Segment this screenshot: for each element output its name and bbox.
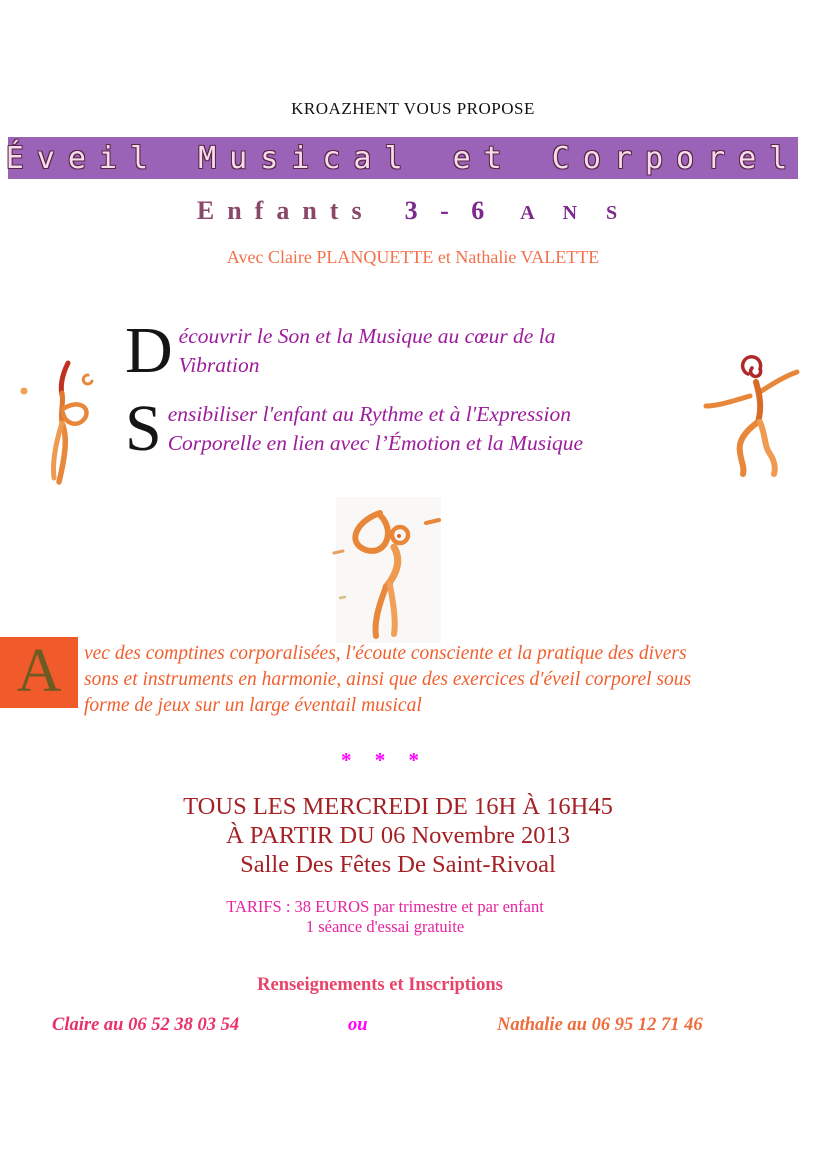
dancer-figure-right [700,350,800,480]
instructors-line: Avec Claire PLANQUETTE et Nathalie VALETTE [226,247,600,267]
paragraph-line: Vibration [178,353,260,377]
paragraph-line: ensibiliser l'enfant au Rythme et à l'Expression [167,402,572,426]
paint-wash-background [336,497,441,643]
dropcap-s: S [125,392,162,465]
tarifs-trial-line: 1 séance d'essai gratuite [305,916,465,936]
schedule-date-line: À PARTIR DU 06 Novembre 2013 [225,822,571,849]
subtitle-ages [0,196,826,226]
inscriptions-heading: Renseignements et Inscriptions [257,975,503,995]
asterisk-separator: * * * [341,748,419,772]
paragraph-line: forme de jeux sur un large éventail musical [84,695,422,716]
contact-conjunction: ou [348,1015,368,1035]
paragraph-line: vec des comptines corporalisées, l'écoute consciente et la pratique des divers [84,643,687,664]
header-line: KROAZHENT VOUS PROPOSE [291,99,535,118]
schedule-place-line: Salle Des Fêtes De Saint-Rivoal [240,851,556,878]
paragraph-sensibiliser [125,392,665,465]
title-banner [5,137,801,179]
subtitle-age-range: 3 - 6 [404,196,493,225]
contact-claire-phone: Claire au 06 52 38 03 54 [52,1015,240,1035]
subtitle-ans: A N S [520,202,630,224]
paragraph-line: Corporelle en lien avec l’Émotion et la Musique [167,431,584,455]
dancer-figure-center [328,495,446,645]
paint-dot [21,388,28,395]
dropcap-a: A [0,637,78,708]
schedule-block [0,792,796,879]
paragraph-decouvrir [125,314,665,387]
subtitle-enfants: Enfants [196,196,375,225]
schedule-time-line: TOUS LES MERCREDI DE 16H À 16H45 [183,793,613,820]
dropcap-d: D [125,314,173,387]
paragraph-avec-comptines [0,637,740,719]
paragraph-line: sons et instruments en harmonie, ainsi que des exercices d'éveil corporel sous [84,669,692,690]
tarifs-price-line: TARIFS : 38 EUROS par trimestre et par enfant [226,897,544,916]
contact-nathalie-phone: Nathalie au 06 95 12 71 46 [497,1015,703,1035]
tarifs-block [0,897,770,936]
page-title: Éveil Musical et Corporel [5,140,801,176]
dancer-figure-left [10,355,120,490]
paragraph-line: écouvrir le Son et la Musique au cœur de la [178,324,556,348]
contacts-row [0,1015,826,1045]
